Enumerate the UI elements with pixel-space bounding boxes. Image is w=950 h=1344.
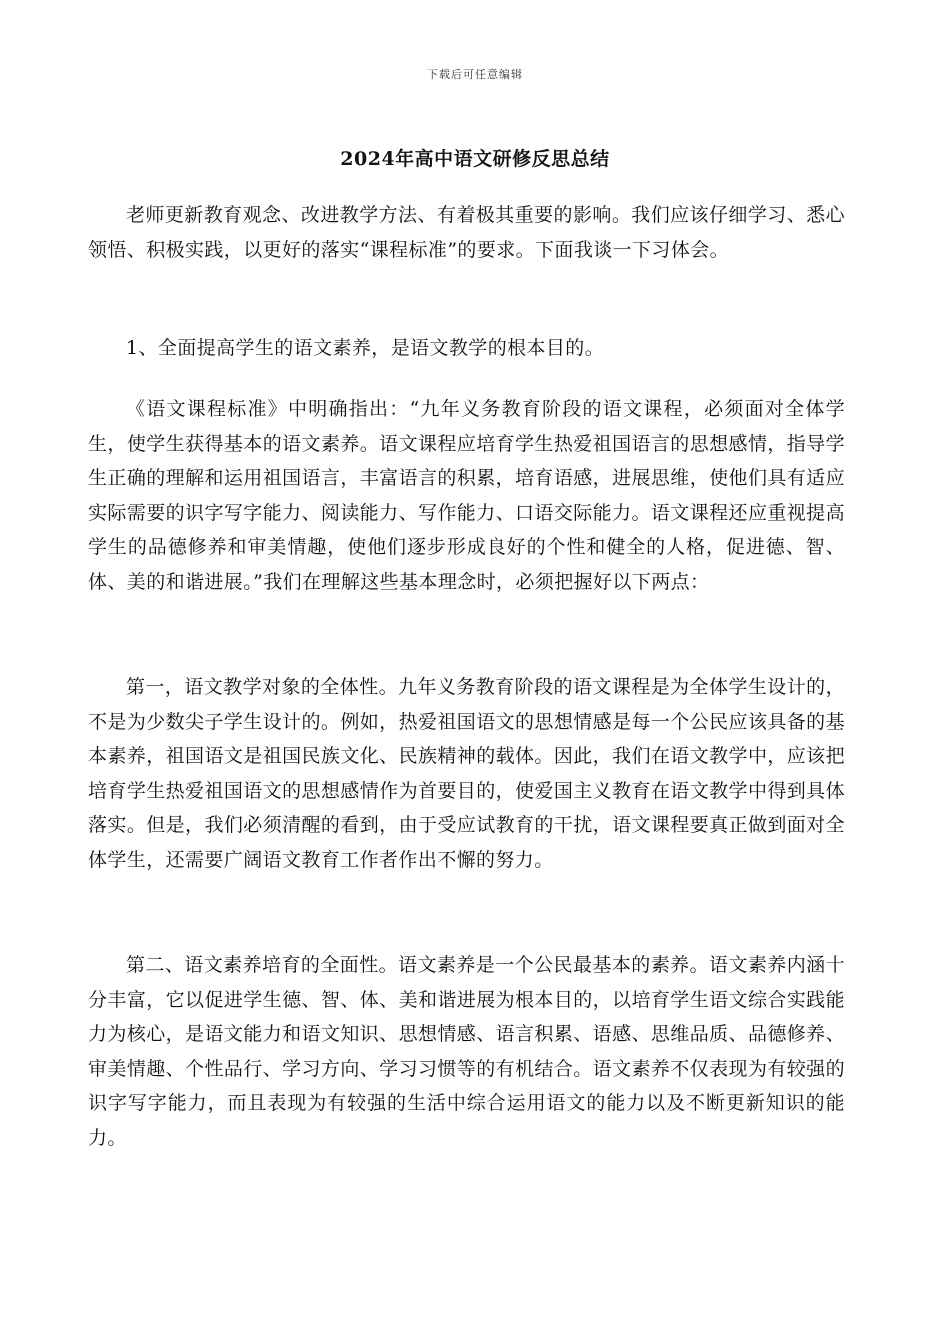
paragraph-intro: 老师更新教育观念、改进教学方法、有着极其重要的影响。我们应该仔细学习、悉心领悟、积极实践，以更好的落实“课程标准”的要求。下面我谈一下习体会。	[88, 204, 845, 261]
paragraph-second-point: 第二、语文素养培育的全面性。语文素养是一个公民最基本的素养。语文素养内涵十分丰富，它以促进学生德、智、体、美和谐进展为根本目的，以培育学生语文综合实践能力为核心，是语文能力和语文知识、思想情感、语言积累、语感、思维品质、品德修养、审美情趣、个性品行、学习方向、学习习惯等的有机结合。语文素养不仅表现为有较强的识字写字能力，而且表现为有较强的生活中综合运用语文的能力以及不断更新知识的能力。	[88, 954, 845, 1149]
header-note: 下载后可任意编辑	[427, 68, 523, 81]
paragraph-point-1: 1、全面提高学生的语文素养，是语文教学的根本目的。	[126, 337, 605, 359]
paragraph-first-point: 第一，语文教学对象的全体性。九年义务教育阶段的语文课程是为全体学生设计的，不是为少数尖子学生设计的。例如，热爱祖国语文的思想情感是每一个公民应该具备的基本素养，祖国语文是祖国民族文化、民族精神的载体。因此，我们在语文教学中，应该把培育学生热爱祖国语文的思想感情作为首要目的，使爱国主义教育在语文教学中得到具体落实。但是，我们必须清醒的看到，由于受应试教育的干扰，语文课程要真正做到面对全体学生，还需要广阔语文教育工作者作出不懈的努力。	[88, 676, 845, 871]
paragraph-curriculum-standard: 《语文课程标准》中明确指出：“九年义务教育阶段的语文课程，必须面对全体学生，使学生获得基本的语文素养。语文课程应培育学生热爱祖国语言的思想感情，指导学生正确的理解和运用祖国语言，丰富语言的积累，培育语感，进展思维，使他们具有适应实际需要的识字写字能力、阅读能力、写作能力、口语交际能力。语文课程还应重视提高学生的品德修养和审美情趣，使他们逐步形成良好的个性和健全的人格，促进德、智、体、美的和谐进展。”我们在理解这些基本理念时，必须把握好以下两点：	[88, 398, 845, 593]
document-title: 2024年高中语文研修反思总结	[340, 148, 610, 170]
